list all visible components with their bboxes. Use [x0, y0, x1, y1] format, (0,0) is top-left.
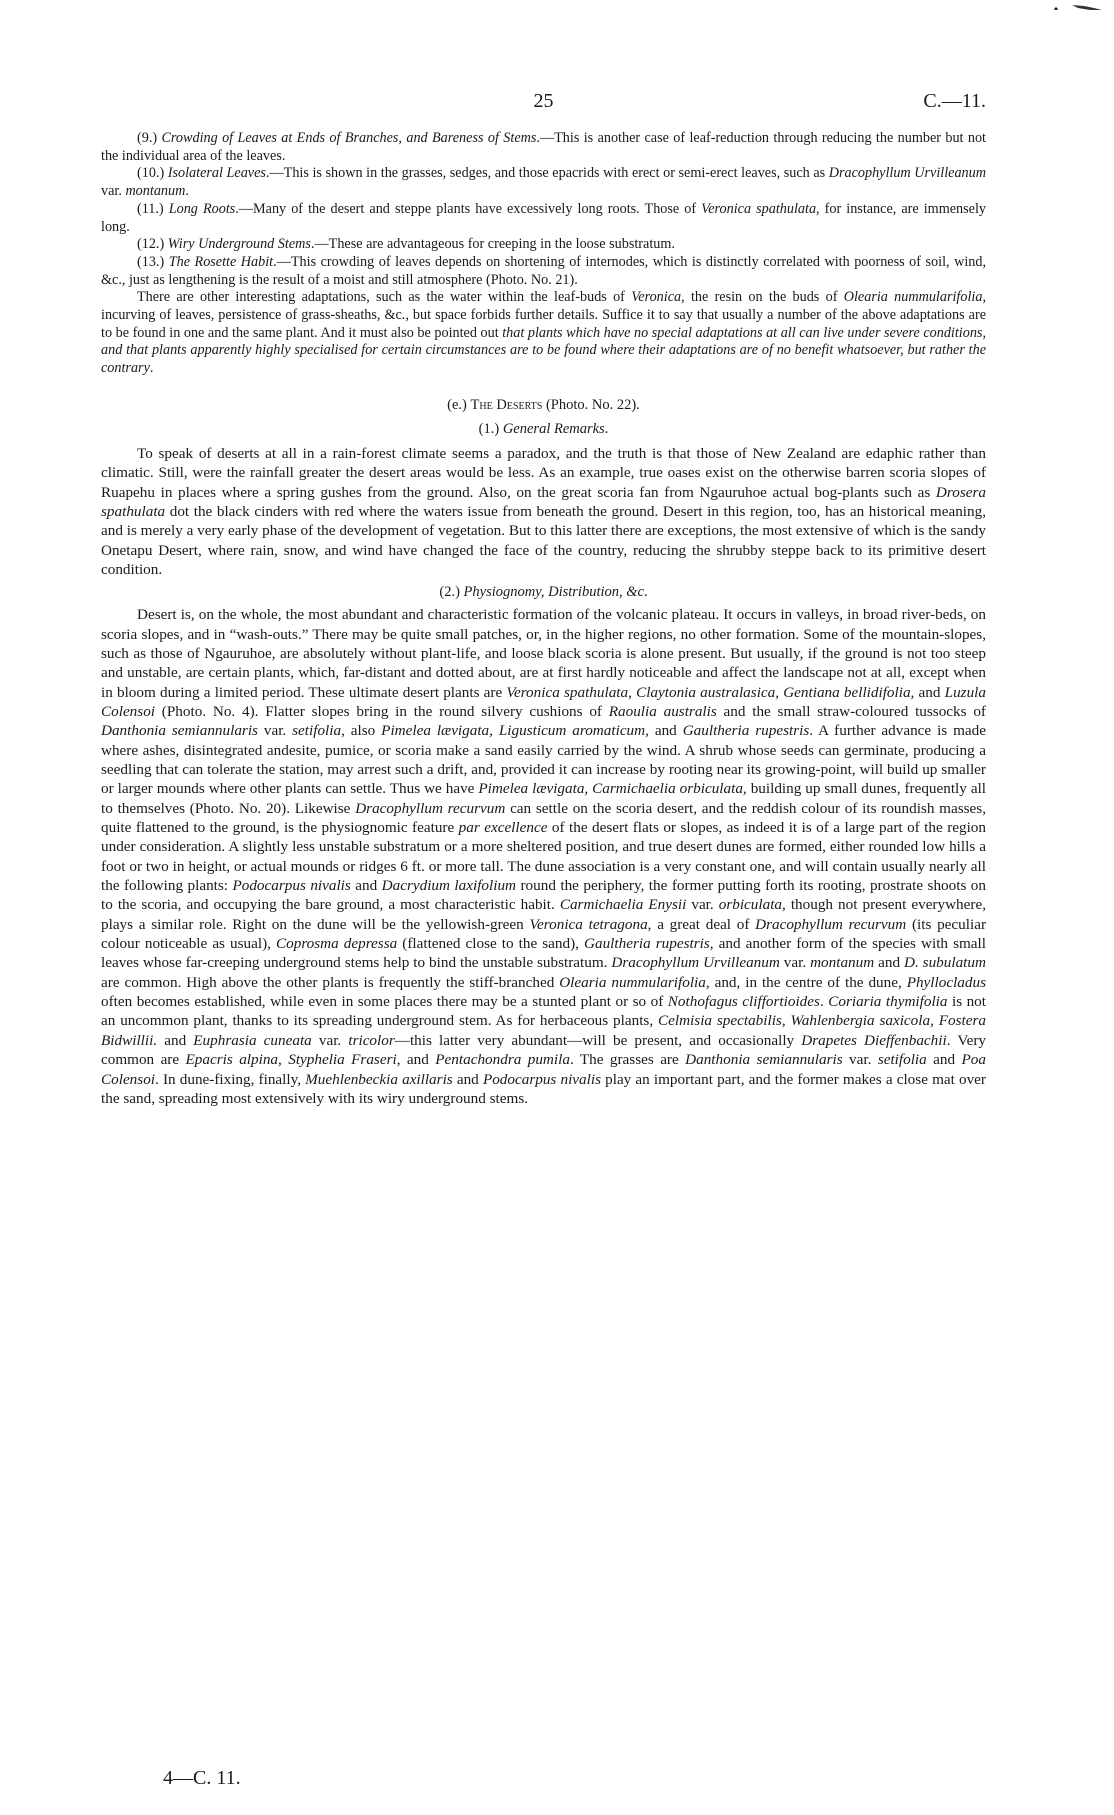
subsection-title-physiognomy: (2.) Physiognomy, Distribution, &c. — [439, 584, 648, 601]
scan-corner-mark — [1054, 0, 1106, 10]
paragraph-crowding-of-leaves: (9.) Crowding of Leaves at Ends of Branches, and Bareness of Stems.—This is another case of leaf-reduction through reducing the number but not the individual area of the leaves. — [101, 130, 986, 164]
section-title-deserts: (e.) The Deserts (Photo. No. 22). — [447, 396, 640, 413]
paragraph-desert-distribution: Desert is, on the whole, the most abundant and characteristic formation of the volcanic plateau. It occurs in valleys, in broad river-beds, on scoria slopes, and in “wash-outs.” There may be quite small patches, or, in the higher regions, no other formation. Some of the mountain-slopes, such as those of Ngauruhoe, are absolutely without plant-life, and loose black scoria is alone present. But usually, if the ground is not too steep and unstable, are certain plants, which, far-distant and dotted about, are at first hardly noticeable and affect the landscape not at all, except when in bloom during a limited period. These ultimate desert plants are Veronica spathulata, Claytonia australasica, Gentiana bellidifolia, and Luzula Colensoi (Photo. No. 4). Flatter slopes bring in the round silvery cushions of Raoulia australis and the small straw-coloured tussocks of Danthonia semiannularis var. setifolia, also Pimelea lævigata, Ligusticum aromaticum, and Gaultheria rupestris. A further advance is made where ashes, disintegrated andesite, pumice, or scoria make a sand easily carried by the wind. A shrub whose seeds can germinate, producing a seedling that can tolerate the station, may arrest such a drift, and, provided it can increase by rooting near its growing-point, will build up smaller or larger mounds where other plants can settle. Thus we have Pimelea lævigata, Carmichaelia orbiculata, building up small dunes, frequently all to themselves (Photo. No. 20). Likewise Dracophyllum recurvum can settle on the scoria desert, and the reddish colour of its roundish masses, quite flattened to the ground, is the physiognomic feature par excellence of the desert flats or slopes, as indeed it is of a large part of the region under consideration. A slightly less unstable substratum or a more sheltered position, and true desert dunes are formed, either rounded low hills a foot or two in height, or actual mounds or ridges 6 ft. or more tall. The dune association is a very constant one, and will contain usually nearly all the following plants: Podocarpus nivalis and Dacrydium laxifolium round the periphery, the former putting forth its rooting, prostrate shoots on to the scoria, and occupying the bare ground, a most characteristic habit. Carmichaelia Enysii var. orbiculata, though not present everywhere, plays a similar role. Right on the dune will be the yellowish-green Veronica tetragona, a great deal of Dracophyllum recurvum (its peculiar colour noticeable as usual), Coprosma depressa (flattened close to the sand), Gaultheria rupestris, and another form of the species with small leaves whose far-creeping underground stems help to bind the unstable substratum. Dracophyllum Urvilleanum var. montanum and D. subulatum are common. High above the other plants is frequently the stiff-branched Olearia nummularifolia, and, in the centre of the dune, Phyllocladus often becomes established, while even in some places there may be a stunted plant or so of Nothofagus cliffortioides. Coriaria thymifolia is not an uncommon plant, thanks to its spreading underground stem. As for herbaceous plants, Celmisia spectabilis, Wahlenbergia saxicola, Fostera Bidwillii. and Euphrasia cuneata var. tricolor—this latter very abundant—will be present, and occasionally Drapetes Dieffenbachii. Very common are Epacris alpina, Styphelia Fraseri, and Pentachondra pumila. The grasses are Danthonia semiannularis var. setifolia and Poa Colensoi. In dune-fixing, finally, Muehlenbeckia axillaris and Podocarpus nivalis play an important part, and the former makes a close mat over the sand, spreading most extensively with its wiry underground stems. — [101, 606, 987, 1107]
adaptations-list — [101, 130, 986, 378]
signature-mark: 4—C. 11. — [163, 1767, 241, 1789]
document-page — [101, 90, 986, 1108]
paragraph-other-adaptations: There are other interesting adaptations, such as the water within the leaf-buds of Veronica, the resin on the buds of Olearia nummularifolia, incurving of leaves, persistence of grass-sheaths, &c., but space forbids further details. Suffice it to say that usually a number of the above adaptations are to be found in one and the same plant. And it must also be pointed out that plants which have no special adaptations at all can live under severe conditions, and that plants apparently highly specialised for certain circumstances are to be found where their adaptations are of no benefit whatsoever, but rather the contrary. — [101, 289, 986, 377]
page-header — [101, 90, 986, 120]
scan-speck-icon — [1054, 3, 1106, 10]
paragraph-isolateral-leaves: (10.) Isolateral Leaves.—This is shown in the grasses, sedges, and those epacrids with erect or semi-erect leaves, such as Dracophyllum Urvilleanum var. montanum. — [101, 165, 986, 200]
paragraph-rosette-habit: (13.) The Rosette Habit.—This crowding of leaves depends on shortening of internodes, which is distinctly correlated with poorness of soil, wind, &c., just as lengthening is the result of a moist and still atmosphere (Photo. No. 21). — [101, 253, 987, 288]
general-remarks-body — [101, 444, 986, 579]
series-code: C.—11. — [923, 90, 986, 112]
subsection-title-general-remarks: (1.) General Remarks. — [478, 420, 609, 437]
paragraph-wiry-stems: (12.) Wiry Underground Stems.—These are advantageous for creeping in the loose substratum. — [137, 236, 675, 253]
physiognomy-body — [101, 605, 986, 1108]
paragraph-long-roots: (11.) Long Roots.—Many of the desert and steppe plants have excessively long roots. Those of Veronica spathulata, for instance, are immensely long. — [101, 200, 986, 235]
page-number: 25 — [533, 90, 554, 112]
paragraph-deserts-intro: To speak of deserts at all in a rain-forest climate seems a paradox, and the truth is that those of New Zealand are edaphic rather than climatic. Still, were the rainfall greater the desert areas would be less. As an example, true oases exist on the otherwise barren scoria slopes of Ruapehu in places where a spring gushes from the ground. Also, on the great scoria fan from Ngauruhoe actual bog-plants such as Drosera spathulata dot the black cinders with red where the waters issue from beneath the ground. Desert in this region, too, has an historical meaning, and is merely a very early phase of the development of vegetation. But to this latter there are exceptions, the most extensive of which is the sandy Onetapu Desert, where rain, snow, and wind have changed the face of the country, reducing the shrubby steppe back to its primitive desert condition. — [101, 444, 986, 578]
